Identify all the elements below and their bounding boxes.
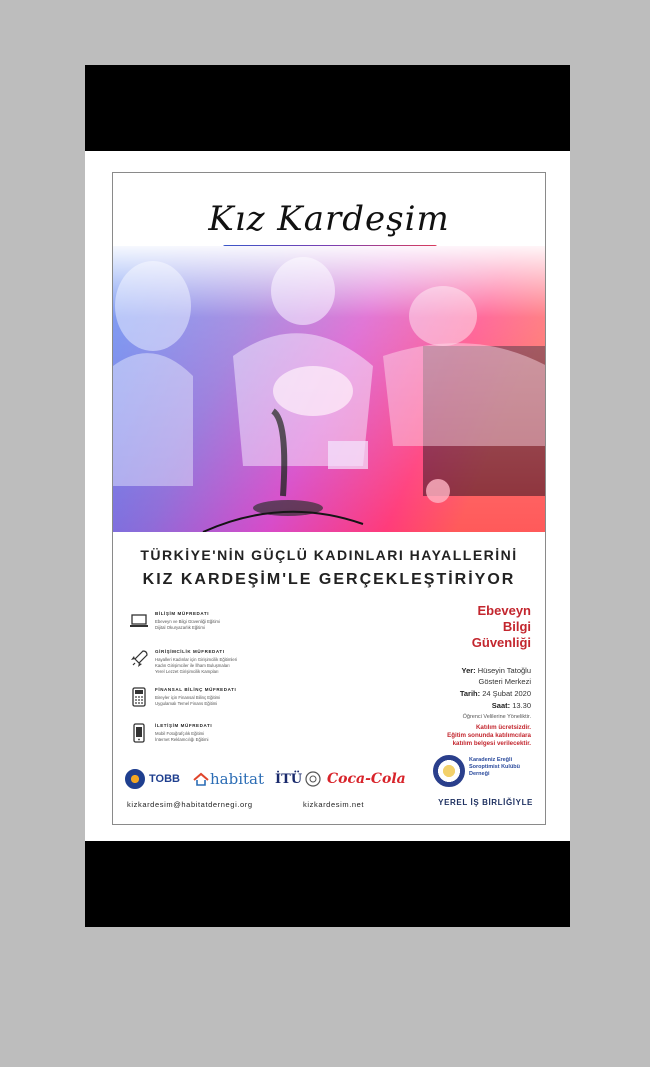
curriculum-line: Ebeveyn ve Bilgi Güvenliği Eğitimi bbox=[155, 619, 220, 624]
partner-label: YEREL İŞ BİRLİĞİYLE bbox=[438, 798, 533, 807]
curriculum-line: Yerel Lezzet Girişimcilik Kampları bbox=[155, 669, 219, 674]
rocket-icon bbox=[129, 649, 149, 669]
curriculum-title: GİRİŞİMCİLİK MÜFREDATI bbox=[155, 649, 225, 654]
event-audience: Öğrenci Velilerine Yöneliktir. bbox=[462, 714, 531, 720]
curriculum-title: BİLİŞİM MÜFREDATI bbox=[155, 611, 210, 616]
tobb-text: TOBB bbox=[149, 773, 180, 785]
club-name-line: Derneği bbox=[469, 771, 490, 777]
event-date bbox=[460, 689, 531, 698]
time-label: Saat: bbox=[491, 701, 511, 710]
laptop-icon bbox=[129, 611, 149, 631]
curriculum-line: Bireyler için Finansal Bilinç Eğitimi bbox=[155, 695, 221, 700]
event-place-line-2: Gösteri Merkezi bbox=[478, 677, 531, 686]
event-title-line: Ebeveyn bbox=[477, 603, 531, 618]
curriculum-title: FİNANSAL BİLİNÇ MÜFREDATI bbox=[155, 687, 237, 692]
habitat-text: habitat bbox=[210, 770, 265, 788]
event-certificate-note: katılım belgesi verilecektir. bbox=[452, 740, 531, 747]
curriculum-line: Kadın Girişimciler ile İlham Buluşmaları bbox=[155, 663, 230, 668]
house-icon bbox=[193, 772, 209, 786]
curriculum-line: Mobil Fotoğrafçılık Eğitimi bbox=[155, 731, 205, 736]
headline-line-1: TÜRKİYE'NİN GÜÇLÜ KADINLARI HAYALLERİNİ bbox=[140, 547, 518, 563]
tobb-logo bbox=[125, 768, 180, 790]
headline-line-2: KIZ KARDEŞİM'LE GERÇEKLEŞTİRİYOR bbox=[142, 571, 516, 588]
tobb-emblem-icon bbox=[125, 769, 145, 789]
cocacola-logo bbox=[327, 768, 406, 790]
poster bbox=[112, 172, 546, 825]
event-certificate-note: Eğitim sonunda katılımcılara bbox=[447, 732, 531, 739]
website-link[interactable]: kizkardesim.net bbox=[303, 800, 365, 809]
event-title bbox=[381, 603, 531, 651]
mobile-icon bbox=[129, 723, 149, 743]
time-value: 13.30 bbox=[512, 701, 531, 710]
itu-seal-icon bbox=[305, 771, 321, 787]
contact-email[interactable]: kizkardesim@habitatdernegi.org bbox=[127, 800, 253, 809]
club-name bbox=[469, 757, 520, 778]
event-time bbox=[492, 701, 531, 710]
club-seal-icon bbox=[433, 755, 465, 787]
club-name-line: Soroptimist Kulübü bbox=[469, 764, 521, 770]
club-name-line: Karadeniz Ereğli bbox=[469, 757, 513, 763]
event-place bbox=[461, 666, 531, 675]
date-label: Tarih: bbox=[459, 689, 481, 698]
itu-text: İTÜ bbox=[275, 771, 303, 787]
hero-photo-illustration bbox=[113, 246, 546, 532]
curriculum-title: İLETİŞİM MÜFREDATI bbox=[155, 723, 213, 728]
event-title-line: Bilgi bbox=[502, 619, 531, 634]
hero-photo bbox=[113, 246, 546, 532]
place-label: Yer: bbox=[461, 666, 476, 675]
curriculum-line: Hayalleri Kadınlar için Girişimcilik Eğitimleri bbox=[155, 657, 238, 662]
cocacola-text: Coca-Cola bbox=[327, 771, 406, 787]
logo-title: Kız Kardeşim bbox=[208, 199, 450, 239]
curriculum-line: Uygulamalı Temel Finans Eğitimi bbox=[155, 701, 218, 706]
date-value: 24 Şubat 2020 bbox=[482, 689, 531, 698]
habitat-logo bbox=[193, 768, 264, 790]
curriculum-line: Dijital Okuryazarlık Eğitimi bbox=[155, 625, 205, 630]
place-line-1: Hüseyin Tatoğlu bbox=[477, 666, 531, 675]
event-title-line: Güvenliği bbox=[471, 635, 531, 650]
event-free-note: Katılım ücretsizdir. bbox=[475, 724, 531, 731]
itu-logo bbox=[275, 768, 321, 790]
curriculum-line: İnternet Reklamcılığı Eğitimi bbox=[155, 737, 209, 742]
calculator-icon bbox=[129, 687, 149, 707]
soroptimist-club-logo bbox=[433, 755, 543, 791]
